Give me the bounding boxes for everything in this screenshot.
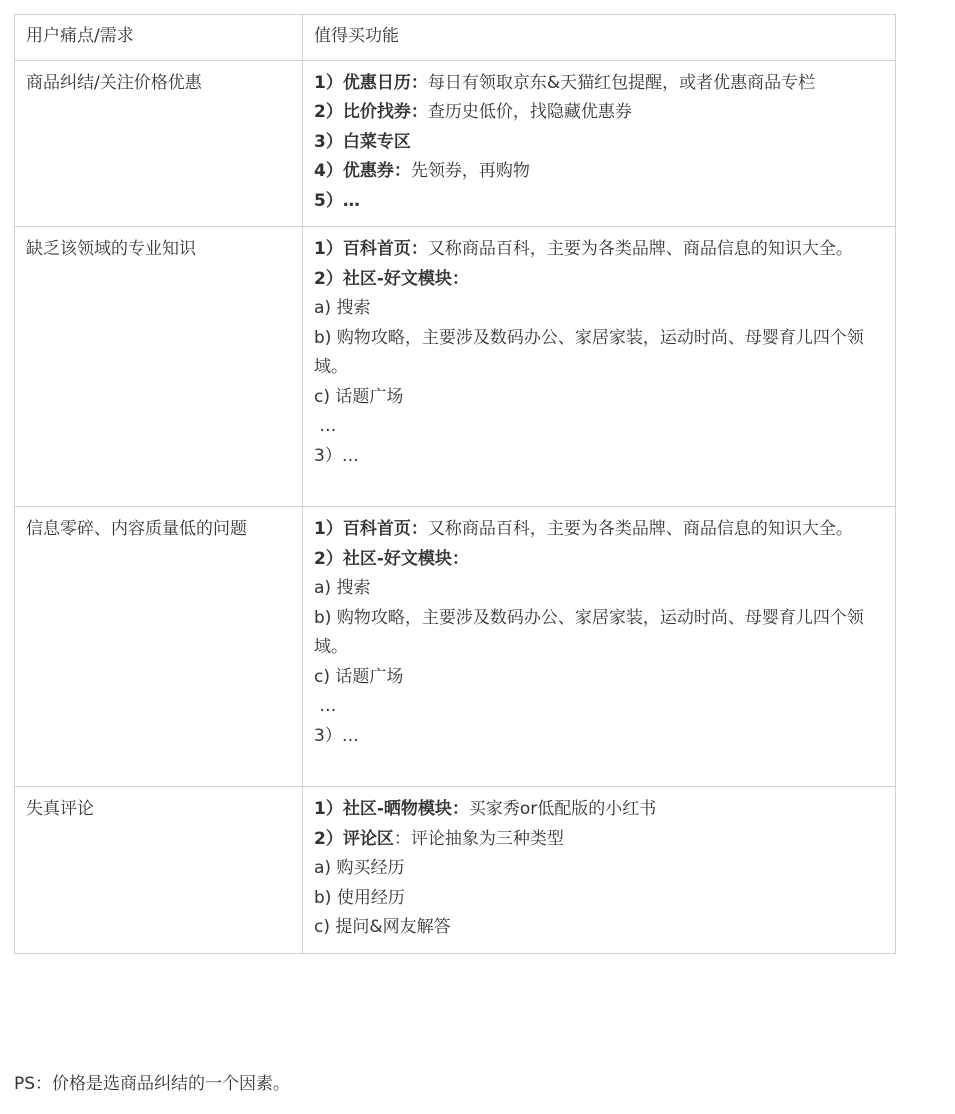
feature-label: 社区-好文模块： [342, 548, 469, 569]
feature-label: 社区-晒物模块： [342, 799, 469, 819]
feature-text: ：评论抽象为三种类型 [393, 828, 564, 849]
line-number: 4） [314, 161, 343, 181]
sub-line: … [314, 696, 337, 716]
feature-line [314, 795, 884, 825]
feature-label: 百科首页： [342, 239, 428, 259]
line-number: 2） [314, 828, 343, 849]
feature-label: 社区-好文模块： [342, 268, 469, 289]
table-row [15, 227, 896, 507]
feature-line [314, 265, 884, 295]
feature-text: 买家秀or低配版的小红书 [468, 799, 657, 819]
sub-line: … [314, 416, 337, 436]
pain-cell: 失真评论 [15, 787, 303, 954]
line-number: 1） [314, 799, 343, 819]
feature-label: 优惠券： [342, 161, 411, 181]
pain-cell: 商品纠结/关注价格优惠 [15, 60, 303, 227]
feature-label: 百科首页： [342, 519, 428, 539]
footnote: PS：价格是选商品纠结的一个因素。 [14, 1074, 291, 1094]
line-number: 5） [314, 190, 343, 211]
table-row [15, 60, 896, 227]
sub-line: a) 搜索 [314, 578, 371, 598]
feature-line [314, 69, 884, 99]
header-cell-feature: 值得买功能 [303, 15, 896, 61]
line-number: 1） [314, 239, 343, 259]
table-row [15, 787, 896, 954]
feature-line [314, 98, 884, 128]
cell-spacer [314, 471, 884, 496]
feature-label: … [342, 190, 360, 211]
table-row [15, 507, 896, 787]
feature-line [314, 545, 884, 575]
sub-line: c) 话题广场 [314, 386, 404, 407]
sub-line: 3）… [314, 445, 359, 466]
feature-cell [303, 787, 896, 954]
line-number: 2） [314, 268, 343, 289]
line-number: 1） [314, 519, 343, 539]
feature-line [314, 187, 884, 217]
feature-cell [303, 60, 896, 227]
feature-line [314, 128, 884, 158]
feature-line [314, 515, 884, 545]
header-cell-pain: 用户痛点/需求 [15, 15, 303, 61]
line-number: 3） [314, 131, 343, 152]
feature-text: 又称商品百科，主要为各类品牌、商品信息的知识大全。 [427, 239, 853, 259]
pain-cell: 缺乏该领域的专业知识 [15, 227, 303, 507]
feature-cell [303, 227, 896, 507]
feature-label: 评论区 [342, 828, 394, 849]
sub-line: b) 购物攻略，主要涉及数码办公、家居家装，运动时尚、母婴育儿四个领域。 [314, 607, 864, 657]
feature-label: 白菜专区 [342, 131, 411, 152]
feature-line [314, 157, 884, 187]
feature-text: 每日有领取京东&天猫红包提醒，或者优惠商品专栏 [427, 72, 816, 93]
sub-line: c) 提问&网友解答 [314, 917, 451, 937]
table-header-row [15, 15, 896, 61]
feature-line [314, 235, 884, 265]
sub-line: 3）… [314, 725, 359, 746]
feature-label: 优惠日历： [342, 72, 428, 93]
feature-text: 先领券，再购物 [410, 161, 530, 181]
sub-line: b) 购物攻略，主要涉及数码办公、家居家装，运动时尚、母婴育儿四个领域。 [314, 327, 864, 377]
line-number: 1） [314, 72, 343, 93]
feature-cell [303, 507, 896, 787]
sub-line: a) 购买经历 [314, 858, 405, 878]
sub-line: c) 话题广场 [314, 666, 404, 687]
feature-line [314, 825, 884, 855]
line-number: 2） [314, 102, 343, 122]
cell-spacer [314, 751, 884, 776]
sub-line: a) 搜索 [314, 298, 371, 318]
feature-label: 比价找券： [342, 102, 428, 122]
features-table [14, 14, 896, 954]
feature-text: 又称商品百科，主要为各类品牌、商品信息的知识大全。 [427, 519, 853, 539]
feature-text: 查历史低价，找隐藏优惠券 [427, 102, 632, 122]
line-number: 2） [314, 548, 343, 569]
sub-line: b) 使用经历 [314, 887, 405, 908]
pain-cell: 信息零碎、内容质量低的问题 [15, 507, 303, 787]
